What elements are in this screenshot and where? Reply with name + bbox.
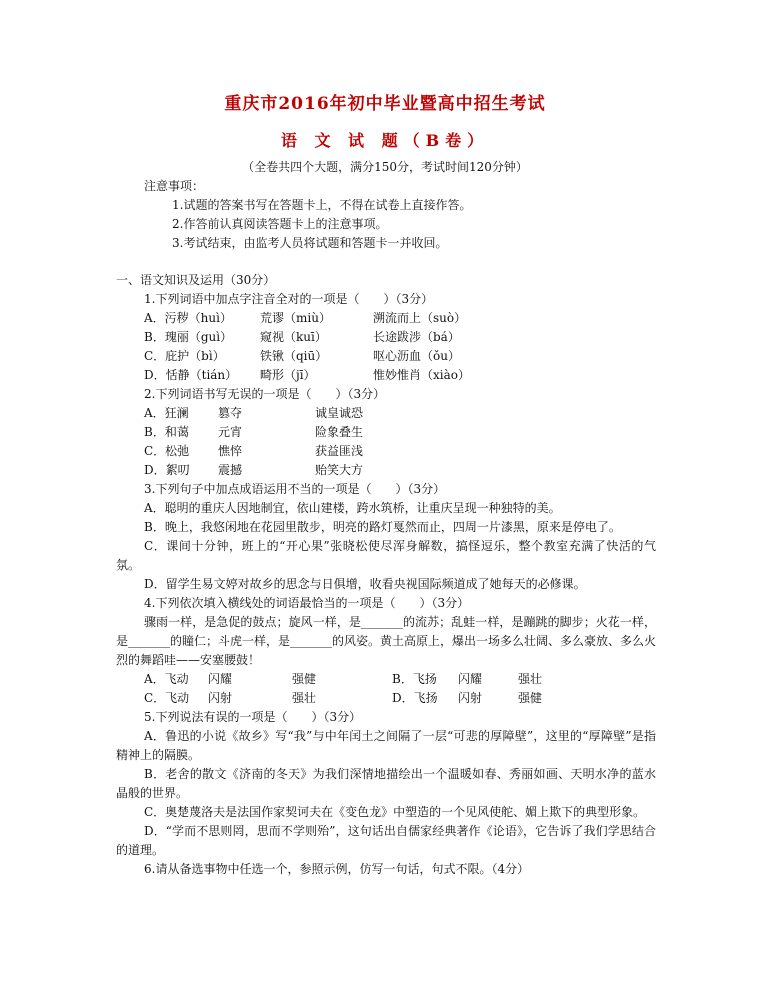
option-cell: 强壮: [292, 691, 317, 705]
option-cell: 贻笑大方: [315, 463, 364, 477]
question-stem: 1.下列词语中加点字注音全对的一项是（ ）（3分）: [144, 292, 434, 306]
option-cell: 篡夺: [218, 406, 243, 420]
notice-item: 3.考试结束，由监考人员将试题和答题卡一并收回。: [172, 236, 448, 250]
option-cell: B．和蔼: [144, 425, 189, 439]
notice-item: 2.作答前认真阅读答题卡上的注意事项。: [172, 217, 388, 231]
option-cell: 强健: [292, 672, 317, 686]
option-paragraph: D．留学生易文婷对故乡的思念与日俱增，收看央视国际频道成了她每天的必修课。: [144, 577, 586, 591]
option-row: [116, 423, 656, 442]
option-cell: B．飞扬: [392, 672, 437, 686]
notice-heading: 注意事项：: [144, 179, 205, 193]
notice-item: 1.试题的答案书写在答题卡上，不得在试卷上直接作答。: [172, 198, 472, 212]
option-row: [116, 461, 656, 480]
option-cell: C．松弛: [144, 444, 190, 458]
option-cell: 闪耀: [208, 672, 233, 686]
option-row: [116, 404, 656, 423]
option-paragraph: C．课间十分钟，班上的“开心果”张晓松使尽浑身解数，搞怪逗乐，整个教室充满了快活的气氛。: [116, 539, 656, 572]
option-paragraph: B．晚上，我悠闲地在花园里散步，明亮的路灯戛然而止，四周一片漆黑，原来是停电了。: [144, 520, 621, 534]
option-cell: 憔悴: [218, 444, 243, 458]
option-paragraph: A．聪明的重庆人因地制宜，依山建楼，跨水筑桥，让重庆呈现一种独特的美。: [144, 501, 561, 515]
option-row: [116, 309, 656, 328]
exam-title: 重庆市2016年初中毕业暨高中招生考试: [224, 94, 546, 114]
option-cell: 窥视（kuī）: [260, 330, 327, 344]
option-row: [116, 366, 656, 385]
option-cell: 闪耀: [458, 672, 483, 686]
option-paragraph: B．老舍的散文《济南的冬天》为我们深情地描绘出一个温暖如春、秀丽如画、天明水净的蓝水晶般的世界。: [116, 767, 656, 800]
option-cell: 呕心沥血（ǒu）: [373, 349, 460, 363]
question-stem: 5.下列说法有误的一项是（ ）（3分）: [144, 710, 362, 724]
option-paragraph: D．“学而不思则罔，思而不学则殆”，这句话出自儒家经典著作《论语》，它告诉了我们学思结合的道理。: [116, 824, 656, 857]
option-cell: 长途跋涉（bá）: [373, 330, 460, 344]
option-cell: 闪射: [208, 691, 233, 705]
option-paragraph: C．奥楚蔑洛夫是法国作家契诃夫在《变色龙》中塑造的一个见风使舵、媚上欺下的典型形象。: [144, 805, 646, 819]
question-stem: 6.请从备选事物中任选一个，参照示例，仿写一句话，句式不限。（4分）: [144, 862, 530, 876]
option-paragraph: A．鲁迅的小说《故乡》写“我”与中年闰土之间隔了一层“可悲的厚障壁”，这里的“厚障壁”是指精神上的隔膜。: [116, 729, 656, 762]
option-row: [116, 328, 656, 347]
option-cell: 震撼: [218, 463, 243, 477]
exam-info: （全卷共四个大题，满分150分，考试时间120分钟）: [242, 160, 528, 174]
option-cell: D．飞扬: [392, 691, 438, 705]
option-cell: 强壮: [518, 672, 543, 686]
question-stem: 4.下列依次填入横线处的词语最恰当的一项是（ ）（3分）: [144, 596, 470, 610]
option-cell: D．絮叨: [144, 463, 190, 477]
option-row: [116, 442, 656, 461]
option-cell: A．污秽（huì）: [144, 311, 232, 325]
option-cell: 险象叠生: [315, 425, 364, 439]
option-cell: 元宵: [218, 425, 243, 439]
option-cell: 荒谬（miù）: [260, 311, 331, 325]
option-row: [116, 689, 656, 708]
option-row: [116, 347, 656, 366]
option-cell: 惟妙惟肖（xiào）: [373, 368, 470, 382]
section-heading: 一、语文知识及运用（30分）: [116, 273, 276, 287]
option-cell: 诚皇诚恐: [315, 406, 364, 420]
question-stem: 2.下列词语书写无误的一项是（ ）（3分）: [144, 387, 386, 401]
option-cell: 强健: [518, 691, 543, 705]
option-cell: 获益匪浅: [315, 444, 364, 458]
option-cell: 闪射: [458, 691, 483, 705]
option-cell: A．狂澜: [144, 406, 189, 420]
question-passage: 骤雨一样，是急促的鼓点；旋风一样，是_______的流苏；乱蛙一样，是蹦跳的脚步；火花一样，是_______的瞳仁；斗虎一样，是_______的风姿。黄土高原上，爆出一场多么壮阔、多么豪放、多么火烈的舞蹈哇——安塞腰鼓！: [116, 615, 657, 667]
option-cell: 溯流而上（suò）: [373, 311, 467, 325]
option-cell: 畸形（jī）: [260, 368, 316, 382]
exam-subtitle: 语 文 试 题（B卷）: [280, 131, 490, 150]
exam-body: [0, 177, 770, 879]
option-cell: C．庇护（bì）: [144, 349, 225, 363]
option-cell: B．瑰丽（guì）: [144, 330, 233, 344]
option-cell: D．恬静（tián）: [144, 368, 238, 382]
question-stem: 3.下列句子中加点成语运用不当的一项是（ ）（3分）: [144, 482, 446, 496]
option-row: [116, 670, 656, 689]
option-cell: C．飞动: [144, 691, 190, 705]
option-cell: A．飞动: [144, 672, 189, 686]
option-cell: 铁锹（qiū）: [260, 349, 328, 363]
